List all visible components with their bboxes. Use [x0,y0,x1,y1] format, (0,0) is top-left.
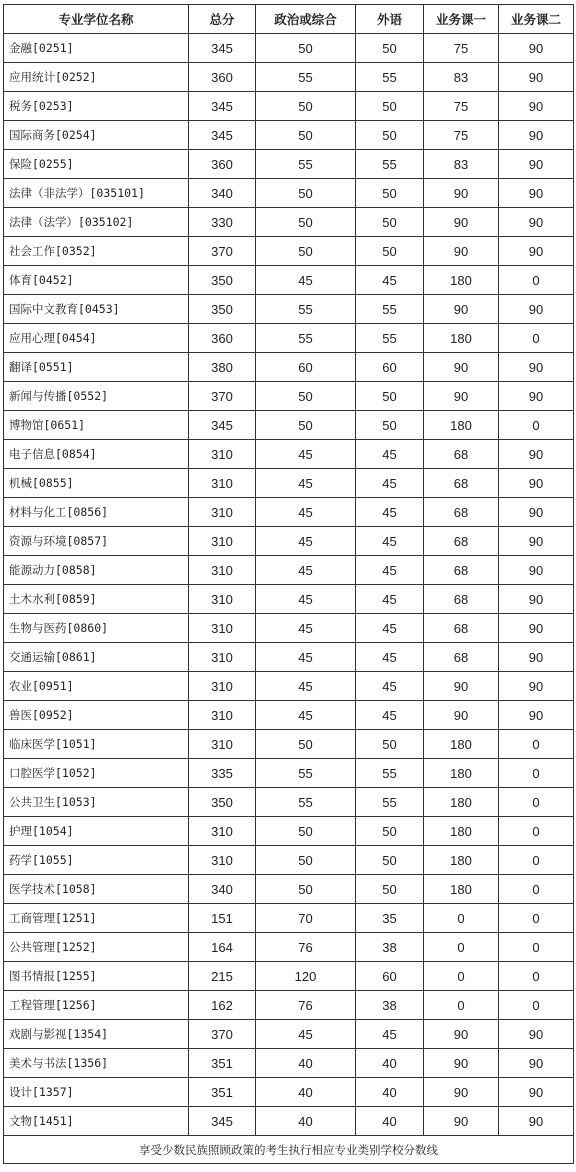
cell-foreign-language: 45 [356,1020,424,1049]
cell-subject-two: 90 [499,1107,574,1136]
cell-total: 340 [189,875,256,904]
cell-foreign-language: 55 [356,150,424,179]
table-row [4,63,574,92]
cell-program-name: 社会工作[0352] [4,237,189,266]
cell-subject-one: 83 [424,150,499,179]
cell-subject-two: 0 [499,875,574,904]
cell-subject-two: 0 [499,266,574,295]
table-row [4,672,574,701]
cell-politics: 50 [256,817,356,846]
cell-total: 380 [189,353,256,382]
header-row [4,5,574,34]
cell-subject-one: 180 [424,759,499,788]
table-row [4,875,574,904]
cell-foreign-language: 50 [356,846,424,875]
header-politics: 政治或综合 [256,5,356,34]
cell-subject-two: 90 [499,353,574,382]
cell-politics: 45 [256,266,356,295]
cell-total: 370 [189,1020,256,1049]
cell-subject-one: 180 [424,411,499,440]
cell-total: 370 [189,382,256,411]
cell-subject-one: 90 [424,1049,499,1078]
cell-program-name: 金融[0251] [4,34,189,63]
cell-politics: 50 [256,730,356,759]
cell-program-name: 公共卫生[1053] [4,788,189,817]
cell-subject-one: 90 [424,179,499,208]
cell-politics: 45 [256,469,356,498]
cell-program-name: 图书情报[1255] [4,962,189,991]
table-row [4,121,574,150]
cell-total: 162 [189,991,256,1020]
cell-politics: 50 [256,237,356,266]
table-row [4,1078,574,1107]
cell-politics: 50 [256,411,356,440]
cell-total: 335 [189,759,256,788]
cell-subject-two: 90 [499,92,574,121]
cell-politics: 50 [256,121,356,150]
cell-subject-one: 68 [424,469,499,498]
cell-program-name: 生物与医药[0860] [4,614,189,643]
cell-politics: 45 [256,643,356,672]
cell-politics: 45 [256,556,356,585]
cell-politics: 50 [256,34,356,63]
cell-subject-one: 68 [424,498,499,527]
cell-total: 345 [189,121,256,150]
cell-program-name: 美术与书法[1356] [4,1049,189,1078]
table-row [4,498,574,527]
cell-program-name: 电子信息[0854] [4,440,189,469]
cell-politics: 40 [256,1107,356,1136]
cell-total: 360 [189,150,256,179]
table-row [4,962,574,991]
cell-foreign-language: 38 [356,991,424,1020]
cell-total: 360 [189,324,256,353]
header-subject-two: 业务课二 [499,5,574,34]
header-subject-one: 业务课一 [424,5,499,34]
cell-foreign-language: 38 [356,933,424,962]
cell-subject-two: 0 [499,962,574,991]
cell-subject-two: 90 [499,1049,574,1078]
table-row [4,614,574,643]
cell-total: 345 [189,1107,256,1136]
cell-subject-two: 90 [499,614,574,643]
cell-program-name: 税务[0253] [4,92,189,121]
cell-subject-one: 180 [424,875,499,904]
cell-total: 310 [189,585,256,614]
cell-total: 330 [189,208,256,237]
cell-foreign-language: 45 [356,556,424,585]
cell-program-name: 翻译[0551] [4,353,189,382]
cell-politics: 70 [256,904,356,933]
cell-subject-two: 90 [499,527,574,556]
cell-total: 351 [189,1078,256,1107]
table-row [4,643,574,672]
cell-subject-two: 90 [499,208,574,237]
cell-program-name: 兽医[0952] [4,701,189,730]
cell-subject-two: 0 [499,411,574,440]
cell-program-name: 农业[0951] [4,672,189,701]
cell-politics: 45 [256,614,356,643]
cell-total: 310 [189,440,256,469]
cell-politics: 50 [256,208,356,237]
cell-subject-one: 180 [424,846,499,875]
cell-subject-two: 0 [499,759,574,788]
cell-foreign-language: 50 [356,237,424,266]
cell-foreign-language: 45 [356,527,424,556]
table-row [4,382,574,411]
table-row [4,933,574,962]
cell-subject-two: 90 [499,556,574,585]
cell-program-name: 能源动力[0858] [4,556,189,585]
cell-subject-one: 75 [424,121,499,150]
table-row [4,92,574,121]
cell-foreign-language: 50 [356,730,424,759]
cell-foreign-language: 45 [356,701,424,730]
cell-total: 310 [189,846,256,875]
cell-program-name: 材料与化工[0856] [4,498,189,527]
cell-subject-one: 180 [424,730,499,759]
cell-foreign-language: 50 [356,817,424,846]
cell-subject-two: 90 [499,1020,574,1049]
cell-total: 350 [189,266,256,295]
cell-foreign-language: 45 [356,498,424,527]
cell-program-name: 临床医学[1051] [4,730,189,759]
cell-program-name: 文物[1451] [4,1107,189,1136]
table-row [4,1049,574,1078]
cell-politics: 55 [256,63,356,92]
score-table [3,4,574,1164]
cell-subject-two: 0 [499,991,574,1020]
cell-subject-one: 90 [424,295,499,324]
cell-program-name: 护理[1054] [4,817,189,846]
cell-foreign-language: 55 [356,295,424,324]
table-row [4,150,574,179]
cell-subject-one: 68 [424,585,499,614]
cell-foreign-language: 45 [356,614,424,643]
cell-program-name: 设计[1357] [4,1078,189,1107]
table-row [4,237,574,266]
cell-subject-one: 75 [424,34,499,63]
cell-subject-two: 0 [499,904,574,933]
cell-subject-one: 180 [424,266,499,295]
cell-foreign-language: 40 [356,1078,424,1107]
cell-foreign-language: 55 [356,788,424,817]
cell-subject-one: 90 [424,382,499,411]
cell-program-name: 国际中文教育[0453] [4,295,189,324]
cell-total: 351 [189,1049,256,1078]
footnote: 享受少数民族照顾政策的考生执行相应专业类别学校分数线 [4,1136,574,1164]
cell-subject-two: 90 [499,643,574,672]
cell-politics: 55 [256,295,356,324]
cell-total: 151 [189,904,256,933]
cell-subject-two: 90 [499,150,574,179]
table-row [4,34,574,63]
cell-subject-two: 90 [499,440,574,469]
cell-foreign-language: 60 [356,962,424,991]
table-row [4,469,574,498]
cell-foreign-language: 55 [356,63,424,92]
cell-program-name: 法律（非法学）[035101] [4,179,189,208]
cell-politics: 45 [256,1020,356,1049]
cell-politics: 40 [256,1078,356,1107]
cell-total: 310 [189,469,256,498]
cell-subject-one: 90 [424,1020,499,1049]
cell-foreign-language: 50 [356,121,424,150]
cell-foreign-language: 35 [356,904,424,933]
cell-subject-one: 68 [424,556,499,585]
cell-foreign-language: 50 [356,382,424,411]
cell-program-name: 体育[0452] [4,266,189,295]
cell-subject-one: 180 [424,788,499,817]
cell-program-name: 交通运输[0861] [4,643,189,672]
cell-program-name: 应用心理[0454] [4,324,189,353]
cell-politics: 45 [256,701,356,730]
cell-program-name: 资源与环境[0857] [4,527,189,556]
header-foreign-language: 外语 [356,5,424,34]
cell-subject-one: 90 [424,237,499,266]
cell-subject-two: 90 [499,469,574,498]
cell-foreign-language: 45 [356,672,424,701]
cell-subject-two: 0 [499,324,574,353]
cell-foreign-language: 50 [356,875,424,904]
cell-subject-two: 0 [499,788,574,817]
cell-subject-two: 90 [499,1078,574,1107]
cell-foreign-language: 40 [356,1049,424,1078]
cell-subject-two: 90 [499,672,574,701]
cell-foreign-language: 50 [356,208,424,237]
cell-total: 310 [189,614,256,643]
cell-total: 310 [189,643,256,672]
cell-foreign-language: 45 [356,643,424,672]
cell-total: 310 [189,498,256,527]
cell-subject-one: 68 [424,614,499,643]
cell-politics: 50 [256,846,356,875]
cell-politics: 76 [256,991,356,1020]
cell-subject-one: 90 [424,701,499,730]
cell-foreign-language: 55 [356,324,424,353]
table-row [4,730,574,759]
cell-total: 350 [189,295,256,324]
cell-program-name: 法律（法学）[035102] [4,208,189,237]
table-row [4,585,574,614]
table-row [4,411,574,440]
cell-subject-two: 0 [499,730,574,759]
cell-foreign-language: 40 [356,1107,424,1136]
cell-subject-one: 90 [424,208,499,237]
cell-subject-one: 180 [424,817,499,846]
cell-foreign-language: 50 [356,34,424,63]
cell-program-name: 土木水利[0859] [4,585,189,614]
cell-program-name: 工程管理[1256] [4,991,189,1020]
cell-politics: 45 [256,585,356,614]
cell-foreign-language: 50 [356,92,424,121]
cell-subject-two: 90 [499,179,574,208]
cell-politics: 40 [256,1049,356,1078]
cell-program-name: 保险[0255] [4,150,189,179]
cell-program-name: 口腔医学[1052] [4,759,189,788]
cell-program-name: 公共管理[1252] [4,933,189,962]
cell-foreign-language: 45 [356,469,424,498]
cell-subject-two: 90 [499,63,574,92]
table-row [4,1020,574,1049]
cell-foreign-language: 60 [356,353,424,382]
cell-total: 345 [189,411,256,440]
header-total: 总分 [189,5,256,34]
table-body [4,34,574,1136]
cell-total: 310 [189,527,256,556]
cell-foreign-language: 50 [356,411,424,440]
cell-program-name: 戏剧与影视[1354] [4,1020,189,1049]
cell-foreign-language: 45 [356,585,424,614]
cell-subject-one: 0 [424,933,499,962]
cell-subject-one: 75 [424,92,499,121]
cell-subject-one: 90 [424,672,499,701]
cell-program-name: 应用统计[0252] [4,63,189,92]
table-row [4,179,574,208]
table-row [4,556,574,585]
table-row [4,904,574,933]
cell-total: 345 [189,92,256,121]
cell-subject-one: 180 [424,324,499,353]
cell-subject-two: 90 [499,585,574,614]
table-row [4,324,574,353]
cell-politics: 45 [256,672,356,701]
cell-program-name: 工商管理[1251] [4,904,189,933]
cell-subject-two: 90 [499,382,574,411]
table-row [4,527,574,556]
cell-subject-one: 0 [424,904,499,933]
table-row [4,440,574,469]
cell-foreign-language: 50 [356,179,424,208]
cell-total: 340 [189,179,256,208]
cell-total: 345 [189,34,256,63]
cell-program-name: 药学[1055] [4,846,189,875]
cell-politics: 55 [256,324,356,353]
cell-politics: 50 [256,179,356,208]
cell-subject-one: 0 [424,962,499,991]
cell-subject-one: 90 [424,1107,499,1136]
cell-politics: 50 [256,382,356,411]
cell-politics: 120 [256,962,356,991]
table-row [4,846,574,875]
cell-subject-one: 90 [424,1078,499,1107]
cell-subject-two: 90 [499,34,574,63]
cell-politics: 45 [256,440,356,469]
cell-politics: 55 [256,759,356,788]
table-row [4,788,574,817]
cell-politics: 55 [256,150,356,179]
cell-politics: 55 [256,788,356,817]
cell-subject-one: 90 [424,353,499,382]
cell-subject-one: 68 [424,527,499,556]
cell-subject-one: 83 [424,63,499,92]
cell-subject-two: 90 [499,498,574,527]
cell-subject-two: 90 [499,295,574,324]
cell-politics: 45 [256,498,356,527]
cell-program-name: 医学技术[1058] [4,875,189,904]
cell-total: 370 [189,237,256,266]
cell-total: 215 [189,962,256,991]
cell-subject-two: 90 [499,121,574,150]
cell-politics: 50 [256,875,356,904]
table-row [4,266,574,295]
cell-total: 164 [189,933,256,962]
cell-subject-two: 0 [499,846,574,875]
cell-subject-two: 90 [499,237,574,266]
cell-total: 360 [189,63,256,92]
cell-program-name: 新闻与传播[0552] [4,382,189,411]
cell-program-name: 博物馆[0651] [4,411,189,440]
header-program-name: 专业学位名称 [4,5,189,34]
table-row [4,817,574,846]
table-row [4,1107,574,1136]
cell-subject-one: 68 [424,440,499,469]
cell-politics: 76 [256,933,356,962]
cell-total: 310 [189,556,256,585]
cell-subject-two: 0 [499,933,574,962]
cell-foreign-language: 45 [356,266,424,295]
table-row [4,991,574,1020]
table-row [4,208,574,237]
cell-program-name: 国际商务[0254] [4,121,189,150]
cell-politics: 45 [256,527,356,556]
cell-program-name: 机械[0855] [4,469,189,498]
footnote-row [4,1136,574,1164]
table-row [4,295,574,324]
cell-subject-two: 90 [499,701,574,730]
cell-total: 310 [189,730,256,759]
table-row [4,353,574,382]
cell-foreign-language: 55 [356,759,424,788]
cell-politics: 50 [256,92,356,121]
cell-politics: 60 [256,353,356,382]
cell-total: 310 [189,817,256,846]
cell-subject-one: 0 [424,991,499,1020]
cell-total: 350 [189,788,256,817]
cell-total: 310 [189,672,256,701]
cell-subject-one: 68 [424,643,499,672]
cell-foreign-language: 45 [356,440,424,469]
table-row [4,701,574,730]
table-row [4,759,574,788]
cell-subject-two: 0 [499,817,574,846]
cell-total: 310 [189,701,256,730]
